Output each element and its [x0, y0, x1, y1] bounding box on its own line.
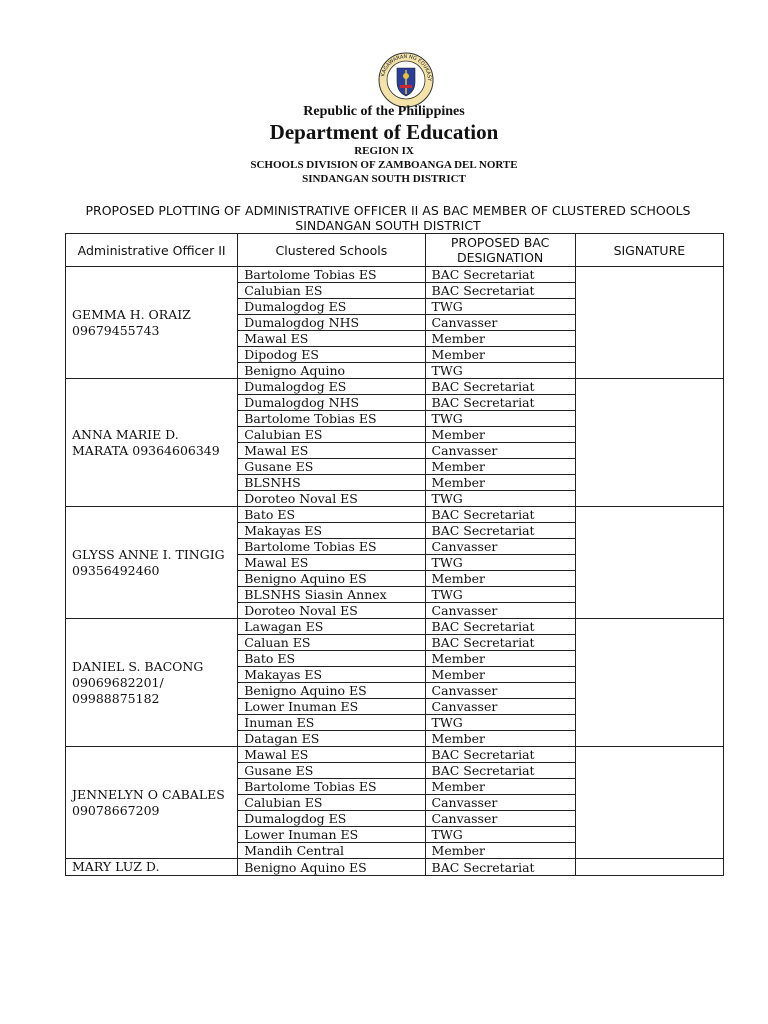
school-cell: Mandih Central — [238, 843, 425, 859]
designation-cell: BAC Secretariat — [425, 859, 575, 876]
designation-cell: BAC Secretariat — [425, 283, 575, 299]
designation-cell: Member — [425, 571, 575, 587]
document-subtitle: SINDANGAN SOUTH DISTRICT — [295, 218, 481, 233]
school-cell: Dumalogdog ES — [238, 811, 425, 827]
signature-cell[interactable] — [575, 747, 723, 859]
school-cell: Dipodog ES — [238, 347, 425, 363]
designation-cell: TWG — [425, 299, 575, 315]
designation-cell: BAC Secretariat — [425, 267, 575, 283]
table-header-row — [66, 234, 724, 267]
school-cell: BLSNHS — [238, 475, 425, 491]
school-cell: Dumalogdog NHS — [238, 395, 425, 411]
designation-cell: Member — [425, 475, 575, 491]
designation-cell: Canvasser — [425, 699, 575, 715]
school-cell: Makayas ES — [238, 523, 425, 539]
designation-cell: Canvasser — [425, 811, 575, 827]
designation-cell: Canvasser — [425, 603, 575, 619]
school-cell: Lower Inuman ES — [238, 827, 425, 843]
school-cell: Dumalogdog ES — [238, 379, 425, 395]
school-cell: Mawal ES — [238, 443, 425, 459]
signature-cell[interactable] — [575, 379, 723, 507]
table-row — [66, 859, 724, 876]
column-header-designation: PROPOSED BAC DESIGNATION — [425, 234, 575, 267]
designation-cell: Member — [425, 779, 575, 795]
district-heading: SINDANGAN SOUTH DISTRICT — [302, 173, 466, 185]
designation-cell: TWG — [425, 411, 575, 427]
table-row — [66, 619, 724, 635]
officer-cell: GEMMA H. ORAIZ 09679455743 — [66, 267, 238, 379]
bac-assignment-table — [65, 233, 724, 876]
table-row — [66, 267, 724, 283]
designation-cell: Canvasser — [425, 539, 575, 555]
school-cell: BLSNHS Siasin Annex — [238, 587, 425, 603]
designation-cell: TWG — [425, 827, 575, 843]
school-cell: Calubian ES — [238, 427, 425, 443]
designation-cell: Member — [425, 731, 575, 747]
school-cell: Benigno Aquino ES — [238, 859, 425, 876]
school-cell: Inuman ES — [238, 715, 425, 731]
school-cell: Mawal ES — [238, 555, 425, 571]
signature-cell[interactable] — [575, 507, 723, 619]
school-cell: Doroteo Noval ES — [238, 491, 425, 507]
table-body — [66, 267, 724, 876]
designation-cell: BAC Secretariat — [425, 379, 575, 395]
table-row — [66, 379, 724, 395]
school-cell: Bato ES — [238, 651, 425, 667]
designation-cell: Member — [425, 331, 575, 347]
school-cell: Doroteo Noval ES — [238, 603, 425, 619]
designation-cell: BAC Secretariat — [425, 507, 575, 523]
designation-cell: BAC Secretariat — [425, 635, 575, 651]
designation-cell: Canvasser — [425, 315, 575, 331]
school-cell: Benigno Aquino ES — [238, 683, 425, 699]
document-title: PROPOSED PLOTTING OF ADMINISTRATIVE OFFICER II AS BAC MEMBER OF CLUSTERED SCHOOLS — [85, 203, 691, 218]
school-cell: Calubian ES — [238, 283, 425, 299]
designation-cell: TWG — [425, 587, 575, 603]
designation-cell: Member — [425, 843, 575, 859]
school-cell: Dumalogdog ES — [238, 299, 425, 315]
designation-cell: BAC Secretariat — [425, 747, 575, 763]
column-header-signature: SIGNATURE — [575, 234, 723, 267]
table-row — [66, 747, 724, 763]
school-cell: Calubian ES — [238, 795, 425, 811]
school-cell: Datagan ES — [238, 731, 425, 747]
designation-cell: TWG — [425, 715, 575, 731]
school-cell: Bartolome Tobias ES — [238, 267, 425, 283]
school-cell: Bartolome Tobias ES — [238, 411, 425, 427]
officer-cell: DANIEL S. BACONG 09069682201/ 09988875182 — [66, 619, 238, 747]
officer-cell: ANNA MARIE D. MARATA 09364606349 — [66, 379, 238, 507]
signature-cell[interactable] — [575, 267, 723, 379]
designation-cell: BAC Secretariat — [425, 395, 575, 411]
school-cell: Gusane ES — [238, 459, 425, 475]
school-cell: Makayas ES — [238, 667, 425, 683]
school-cell: Bato ES — [238, 507, 425, 523]
seal-text: KAGAWARAN NG EDUKASY — [380, 53, 433, 82]
designation-cell: BAC Secretariat — [425, 619, 575, 635]
designation-cell: TWG — [425, 491, 575, 507]
designation-cell: BAC Secretariat — [425, 523, 575, 539]
designation-cell: Member — [425, 347, 575, 363]
signature-cell[interactable] — [575, 859, 723, 876]
school-cell: Lawagan ES — [238, 619, 425, 635]
school-cell: Gusane ES — [238, 763, 425, 779]
republic-heading: Republic of the Philippines — [303, 104, 465, 119]
deped-seal-logo — [378, 52, 434, 108]
school-cell: Benigno Aquino — [238, 363, 425, 379]
school-cell: Lower Inuman ES — [238, 699, 425, 715]
department-heading: Department of Education — [269, 120, 499, 144]
designation-cell: Canvasser — [425, 795, 575, 811]
officer-cell: JENNELYN O CABALES 09078667209 — [66, 747, 238, 859]
designation-cell: BAC Secretariat — [425, 763, 575, 779]
school-cell: Dumalogdog NHS — [238, 315, 425, 331]
school-cell: Caluan ES — [238, 635, 425, 651]
designation-cell: Member — [425, 427, 575, 443]
school-cell: Benigno Aquino ES — [238, 571, 425, 587]
designation-cell: Member — [425, 651, 575, 667]
designation-cell: TWG — [425, 363, 575, 379]
signature-cell[interactable] — [575, 619, 723, 747]
officer-cell: MARY LUZ D. — [66, 859, 238, 876]
officer-cell: GLYSS ANNE I. TINGIG 09356492460 — [66, 507, 238, 619]
table-row — [66, 507, 724, 523]
designation-cell: Canvasser — [425, 683, 575, 699]
school-cell: Bartolome Tobias ES — [238, 539, 425, 555]
school-cell: Mawal ES — [238, 331, 425, 347]
column-header-schools: Clustered Schools — [238, 234, 425, 267]
school-cell: Mawal ES — [238, 747, 425, 763]
school-cell: Bartolome Tobias ES — [238, 779, 425, 795]
designation-cell: Canvasser — [425, 443, 575, 459]
designation-cell: Member — [425, 667, 575, 683]
division-heading: SCHOOLS DIVISION OF ZAMBOANGA DEL NORTE — [250, 159, 518, 171]
column-header-officer: Administrative Officer II — [66, 234, 238, 267]
region-heading: REGION IX — [354, 145, 414, 157]
designation-cell: Member — [425, 459, 575, 475]
designation-cell: TWG — [425, 555, 575, 571]
